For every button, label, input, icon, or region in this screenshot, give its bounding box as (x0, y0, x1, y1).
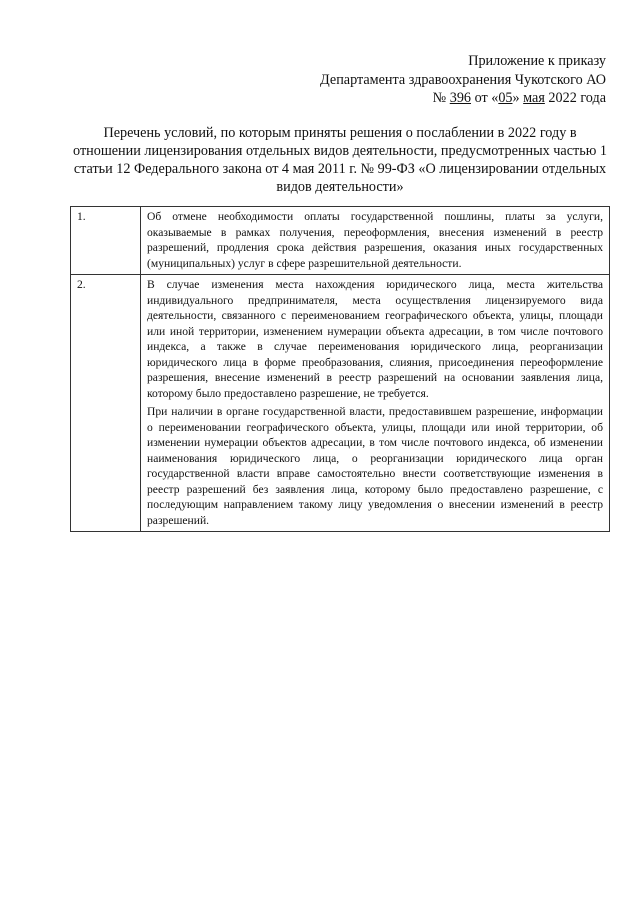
row-text (141, 275, 610, 532)
date-from: от « (471, 90, 499, 106)
number-prefix: № (432, 90, 450, 106)
row-paragraph: При наличии в органе государственной власти, предоставившем разрешение, информации о переименовании географического объекта, улицы, площади или иной территории, об изменении нумерации объектов адресации, в том числе почтового индекса, об изменении наименования юридического лица, о реорганизации юридического лица орган государственной власти вправе самостоятельно внести соответствующие изменения в реестр разрешений без заявления лица, которому было предоставлено разрешение, с последующим направлением такому лицу уведомления о внесении изменений в реестр разрешений. (147, 405, 603, 527)
order-number-date (226, 89, 606, 108)
table-row (71, 207, 610, 275)
order-month: мая (523, 90, 545, 106)
order-year: 2022 года (544, 90, 606, 106)
date-close-quote: » (512, 90, 524, 106)
document-title: Перечень условий, по которым приняты решения о послаблении в 2022 году в отношении лицензирования отдельных видов деятельности, предусмотренных частью 1 статьи 12 Федерального закона от 4 мая 2011 г. № 99-ФЗ «О лицензировании отдельных видов деятельности» (73, 125, 607, 195)
row-text (141, 207, 610, 275)
row-number: 2. (71, 275, 141, 532)
order-day: 05 (498, 90, 513, 106)
appendix-caption: Приложение к приказу (468, 53, 606, 69)
table-row (71, 275, 610, 532)
conditions-table (70, 206, 610, 532)
order-number: 396 (449, 90, 472, 106)
department-name: Департамента здравоохранения Чукотского АО (320, 71, 606, 88)
row-paragraph: В случае изменения места нахождения юридического лица, места жительства индивидуального предпринимателя, места осуществления лицензируемого вида деятельности, связанного с переименованием географического объекта, улицы, площади или иной территории, изменением нумерации объекта адресации, в том числе почтового индекса, а также в случае переименования юридического лица, реорганизации юридического лица в форме преобразования, слияния, присоединения переоформление разрешения, внесение изменений в реестр разрешений на основании заявления лица, которому было предоставлено разрешение, не требуется. (147, 278, 603, 400)
order-appendix-header (226, 52, 606, 108)
row-number: 1. (71, 207, 141, 275)
row-paragraph: Об отмене необходимости оплаты государственной пошлины, платы за услуги, оказываемые в рамках получения, переоформления, внесения изменений в реестр разрешений, продления срока действия разрешения, оказания иных государственных (муниципальных) услуг в сфере разрешительной деятельности. (147, 210, 603, 270)
